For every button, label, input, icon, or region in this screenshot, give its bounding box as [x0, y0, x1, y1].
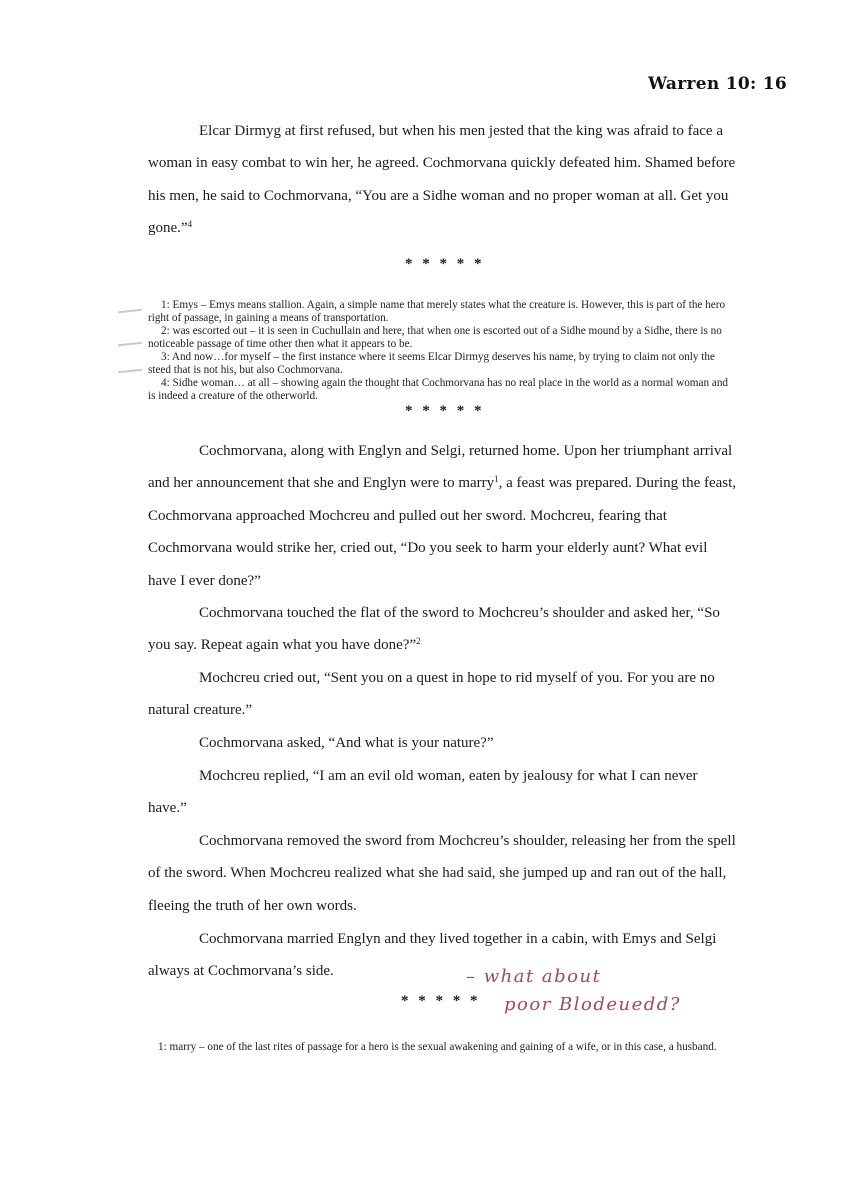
paragraph-8: Cochmorvana married Englyn and they lived together in a cabin, with Emys and Selgi always at Cochmorvana’s side.: [148, 931, 717, 980]
margin-mark: [118, 309, 142, 313]
bottom-footnote: 1: marry – one of the last rites of passage for a hero is the sexual awakening and gaining of a wife, or in this case, a husband.: [158, 1041, 717, 1053]
margin-mark: [118, 342, 142, 346]
paragraph-3: [148, 597, 738, 662]
footnote-3: 3: And now…for myself – the first instance where it seems Elcar Dirmyg deserves his name, by trying to claim not only the steed that is not his, but also Cochmorvana.: [148, 351, 715, 376]
footnote-2: 2: was escorted out – it is seen in Cuchullain and here, that when one is escorted out of a Sidhe mound by a Sidhe, there is no noticeable passage of time other then what it appears to be.: [148, 325, 722, 350]
paragraph-2-text-rest: , a feast was prepared. During the feast, Cochmorvana approached Mochcreu and pulled out her sword. Mochcreu, fearing that Cochmorvana would strike her, cried out, “Do you seek to harm your elderly aunt? What evil have I ever done?”: [148, 475, 737, 589]
section-separator: * * * * *: [401, 993, 481, 1009]
paragraph-6: Mochcreu replied, “I am an evil old woman, eaten by jealousy for what I can never have.”: [148, 768, 698, 817]
footnote-ref-2: 2: [416, 636, 421, 647]
handwritten-annotation: [462, 964, 722, 1024]
footnote-4: 4: Sidhe woman… at all – showing again the thought that Cochmorvana has no real place in the world as a normal woman and is indeed a creature of the otherworld.: [148, 377, 729, 402]
annotation-line-2: poor Blodeuedd?: [504, 994, 681, 1015]
margin-mark: [118, 369, 142, 373]
paragraph-2-text: Cochmorvana, along with Englyn and Selgi, returned home. Upon her triumphant arrival and her announcement that she and Englyn were to marry: [148, 443, 733, 492]
annotation-line-1: – what about: [466, 966, 602, 987]
paragraph-4: Mochcreu cried out, “Sent you on a quest in hope to rid myself of you. For you are no natural creature.”: [148, 670, 715, 719]
paragraph-7: Cochmorvana removed the sword from Mochcreu’s shoulder, releasing her from the spell of the sword. When Mochcreu realized what she had said, she jumped up and ran out of the hall, fleeing the truth of her own words.: [148, 833, 736, 914]
paragraph-1: [148, 115, 738, 245]
footnote-1: 1: Emys – Emys means stallion. Again, a simple name that merely states what the creature is. However, this is part of the hero right of passage, in gaining a means of transportation.: [148, 299, 726, 324]
paragraph-5: Cochmorvana asked, “And what is your nature?”: [199, 735, 494, 751]
section-separator: * * * * *: [405, 403, 485, 419]
footnotes-block: [148, 299, 730, 403]
paragraph-3-text: Cochmorvana touched the flat of the sword to Mochcreu’s shoulder and asked her, “So you say. Repeat again what you have done?”: [148, 605, 720, 654]
paragraph-1-text: Elcar Dirmyg at first refused, but when his men jested that the king was afraid to face a woman in easy combat to win her, he agreed. Cochmorvana quickly defeated him. Shamed before his men, he said to Cochmorvana, “You are a Sidhe woman and no proper woman at all. Get you gone.”: [148, 123, 736, 237]
section-separator: * * * * *: [405, 256, 485, 272]
paragraph-2: [148, 435, 738, 597]
footnote-ref-1: 1: [494, 474, 499, 485]
footnote-ref-4: 4: [187, 219, 193, 230]
page-header: Warren 10: 16: [648, 74, 788, 94]
